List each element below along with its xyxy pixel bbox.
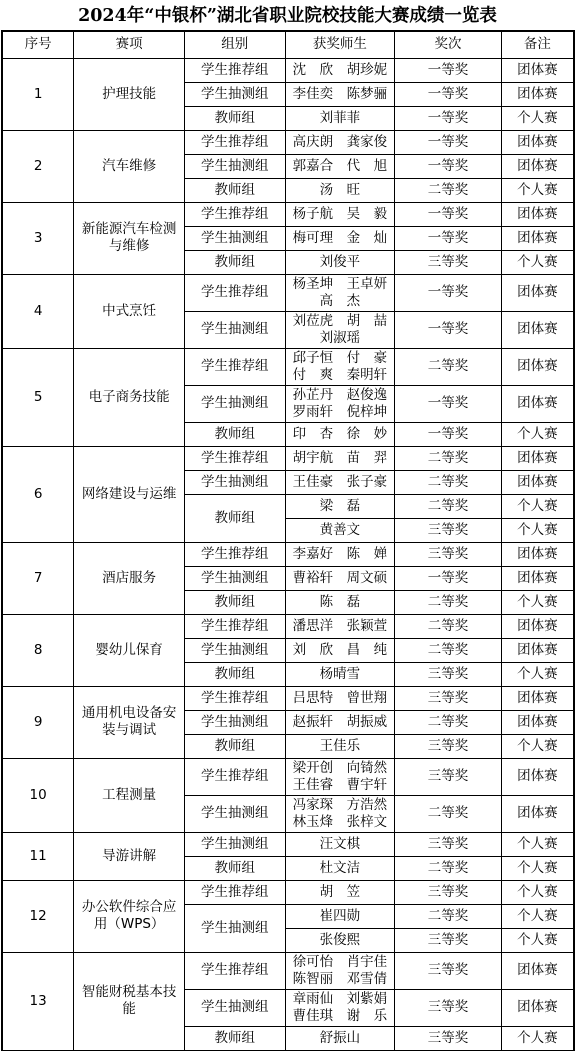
group-cell: 学生抽测组	[185, 638, 286, 662]
note-cell: 团体赛	[501, 638, 574, 662]
note-cell: 个人赛	[501, 106, 574, 130]
group-cell: 学生抽测组	[185, 82, 286, 106]
award-cell: 三等奖	[395, 518, 502, 542]
table-row	[2, 202, 574, 226]
note-cell: 个人赛	[501, 928, 574, 952]
winners-cell	[285, 274, 395, 311]
note-cell: 个人赛	[501, 832, 574, 856]
group-cell: 教师组	[185, 422, 286, 446]
note-cell: 个人赛	[501, 518, 574, 542]
winner-line: 赵振轩 胡振威	[292, 713, 388, 730]
award-cell: 三等奖	[395, 662, 502, 686]
winners-cell	[285, 348, 395, 385]
winner-line: 汪文棋	[319, 835, 361, 852]
winners-cell	[285, 734, 395, 758]
winner-line: 刘 欣 昌 纯	[292, 641, 388, 658]
table-row	[2, 614, 574, 638]
table-row	[2, 952, 574, 989]
award-cell: 二等奖	[395, 614, 502, 638]
group-cell: 学生抽测组	[185, 385, 286, 422]
winner-line: 胡 笠	[319, 883, 361, 900]
note-cell: 个人赛	[501, 734, 574, 758]
group-cell: 学生推荐组	[185, 58, 286, 82]
award-cell: 二等奖	[395, 904, 502, 928]
event-name: 办公软件综合应用（WPS）	[74, 880, 185, 952]
winners-cell	[285, 130, 395, 154]
table-row	[2, 880, 574, 904]
group-cell: 学生推荐组	[185, 202, 286, 226]
award-cell: 一等奖	[395, 82, 502, 106]
winners-cell	[285, 542, 395, 566]
award-cell: 三等奖	[395, 758, 502, 795]
group-cell: 教师组	[185, 734, 286, 758]
award-cell: 二等奖	[395, 446, 502, 470]
event-name: 酒店服务	[74, 542, 185, 614]
award-cell: 二等奖	[395, 590, 502, 614]
group-cell: 学生抽测组	[185, 226, 286, 250]
note-cell: 团体赛	[501, 795, 574, 832]
group-cell: 教师组	[185, 590, 286, 614]
note-cell: 团体赛	[501, 758, 574, 795]
event-number: 4	[2, 274, 74, 348]
award-cell: 二等奖	[395, 795, 502, 832]
award-cell: 三等奖	[395, 832, 502, 856]
event-number: 12	[2, 880, 74, 952]
event-name: 导游讲解	[74, 832, 185, 880]
group-cell: 教师组	[185, 856, 286, 880]
winners-cell	[285, 880, 395, 904]
note-cell: 个人赛	[501, 178, 574, 202]
winners-cell	[285, 250, 395, 274]
award-cell: 二等奖	[395, 638, 502, 662]
group-cell: 教师组	[185, 1026, 286, 1050]
award-cell: 一等奖	[395, 130, 502, 154]
group-cell: 学生推荐组	[185, 614, 286, 638]
winner-line: 陈智丽 邓雪倩	[292, 970, 388, 987]
header-row	[2, 31, 574, 58]
group-cell: 学生推荐组	[185, 686, 286, 710]
event-name: 中式烹饪	[74, 274, 185, 348]
group-cell: 教师组	[185, 106, 286, 130]
winner-line: 杨圣坤 王卓妍	[292, 275, 388, 292]
group-cell: 学生抽测组	[185, 154, 286, 178]
winner-line: 梁开创 向锜然	[292, 759, 388, 776]
winners-cell	[285, 928, 395, 952]
winner-line: 李嘉好 陈 婵	[292, 545, 388, 562]
note-cell: 团体赛	[501, 614, 574, 638]
note-cell: 团体赛	[501, 82, 574, 106]
winners-cell	[285, 686, 395, 710]
winner-line: 林玉烽 张梓文	[292, 813, 388, 830]
award-cell: 一等奖	[395, 154, 502, 178]
winner-line: 汤 旺	[319, 181, 361, 198]
event-number: 1	[2, 58, 74, 130]
header-award: 奖次	[395, 31, 502, 58]
winners-cell	[285, 638, 395, 662]
group-cell: 学生抽测组	[185, 311, 286, 348]
note-cell: 个人赛	[501, 880, 574, 904]
winner-line: 印 杏 徐 妙	[292, 425, 388, 442]
winners-cell	[285, 422, 395, 446]
award-cell: 二等奖	[395, 178, 502, 202]
winners-cell	[285, 106, 395, 130]
winner-line: 刘淑瑶	[319, 329, 361, 346]
note-cell: 个人赛	[501, 856, 574, 880]
winners-cell	[285, 832, 395, 856]
header-note: 备注	[501, 31, 574, 58]
group-cell: 学生推荐组	[185, 758, 286, 795]
note-cell: 团体赛	[501, 989, 574, 1026]
note-cell: 团体赛	[501, 952, 574, 989]
group-cell: 学生抽测组	[185, 566, 286, 590]
group-cell: 学生抽测组	[185, 904, 286, 952]
winner-line: 舒振山	[319, 1029, 361, 1046]
winner-line: 胡宇航 苗 羿	[292, 449, 388, 466]
winner-line: 章雨仙 刘紫娟	[292, 990, 388, 1007]
note-cell: 团体赛	[501, 566, 574, 590]
table-row	[2, 832, 574, 856]
event-number: 11	[2, 832, 74, 880]
header-winners: 获奖师生	[285, 31, 395, 58]
winner-line: 李佳奕 陈梦骊	[292, 85, 388, 102]
group-cell: 学生推荐组	[185, 880, 286, 904]
winner-line: 邱子恒 付 豪	[292, 349, 388, 366]
table-row	[2, 130, 574, 154]
note-cell: 个人赛	[501, 904, 574, 928]
note-cell: 团体赛	[501, 311, 574, 348]
award-cell: 三等奖	[395, 734, 502, 758]
table-row	[2, 542, 574, 566]
winners-cell	[285, 82, 395, 106]
note-cell: 团体赛	[501, 385, 574, 422]
group-cell: 学生推荐组	[185, 348, 286, 385]
group-cell: 学生抽测组	[185, 470, 286, 494]
event-name: 通用机电设备安装与调试	[74, 686, 185, 758]
group-cell: 学生推荐组	[185, 274, 286, 311]
table-row	[2, 758, 574, 795]
group-cell: 教师组	[185, 178, 286, 202]
winner-line: 杜文洁	[319, 859, 361, 876]
group-cell: 学生推荐组	[185, 130, 286, 154]
award-cell: 二等奖	[395, 348, 502, 385]
table-row	[2, 348, 574, 385]
winner-line: 吕思特 曾世翔	[292, 689, 388, 706]
winner-line: 高庆朗 龚家俊	[292, 133, 388, 150]
winner-line: 罗雨轩 倪梓坤	[292, 403, 388, 420]
award-cell: 一等奖	[395, 422, 502, 446]
table-row	[2, 446, 574, 470]
award-cell: 一等奖	[395, 274, 502, 311]
event-number: 7	[2, 542, 74, 614]
note-cell: 团体赛	[501, 710, 574, 734]
winner-line: 孙芷丹 赵俊逸	[292, 386, 388, 403]
event-name: 汽车维修	[74, 130, 185, 202]
winner-line: 曹裕轩 周文硕	[292, 569, 388, 586]
event-number: 2	[2, 130, 74, 202]
note-cell: 团体赛	[501, 58, 574, 82]
winners-cell	[285, 758, 395, 795]
award-cell: 一等奖	[395, 226, 502, 250]
winners-cell	[285, 952, 395, 989]
winners-cell	[285, 178, 395, 202]
winners-cell	[285, 470, 395, 494]
winners-cell	[285, 989, 395, 1026]
winner-line: 沈 欣 胡珍妮	[292, 61, 388, 78]
group-cell: 学生抽测组	[185, 989, 286, 1026]
winners-cell	[285, 614, 395, 638]
event-number: 9	[2, 686, 74, 758]
winner-line: 张俊熙	[319, 931, 361, 948]
winner-line: 崔四勋	[319, 907, 361, 924]
winner-line: 杨子航 吴 毅	[292, 205, 388, 222]
event-name: 新能源汽车检测与维修	[74, 202, 185, 274]
winner-line: 郭嘉合 代 旭	[292, 157, 388, 174]
group-cell: 学生推荐组	[185, 542, 286, 566]
note-cell: 团体赛	[501, 542, 574, 566]
group-cell: 学生抽测组	[185, 832, 286, 856]
winner-line: 高 杰	[319, 292, 361, 309]
group-cell: 学生推荐组	[185, 952, 286, 989]
award-cell: 一等奖	[395, 311, 502, 348]
award-cell: 三等奖	[395, 250, 502, 274]
event-number: 13	[2, 952, 74, 1050]
note-cell: 团体赛	[501, 686, 574, 710]
note-cell: 团体赛	[501, 154, 574, 178]
winner-line: 付 爽 秦明轩	[292, 366, 388, 383]
winner-line: 刘菲菲	[319, 109, 361, 126]
award-cell: 一等奖	[395, 202, 502, 226]
winners-cell	[285, 446, 395, 470]
winner-line: 徐可怡 肖宇佳	[292, 953, 388, 970]
note-cell: 团体赛	[501, 470, 574, 494]
winner-line: 梁 磊	[319, 497, 361, 514]
award-cell: 三等奖	[395, 989, 502, 1026]
event-name: 网络建设与运维	[74, 446, 185, 542]
note-cell: 个人赛	[501, 422, 574, 446]
winner-line: 王佳乐	[319, 737, 361, 754]
winners-cell	[285, 904, 395, 928]
note-cell: 个人赛	[501, 1026, 574, 1050]
winners-cell	[285, 154, 395, 178]
event-number: 8	[2, 614, 74, 686]
winner-line: 潘思洋 张颖萱	[292, 617, 388, 634]
header-group: 组别	[185, 31, 286, 58]
note-cell: 团体赛	[501, 202, 574, 226]
winner-line: 黄善文	[319, 521, 361, 538]
award-cell: 三等奖	[395, 952, 502, 989]
award-cell: 一等奖	[395, 106, 502, 130]
table-row	[2, 686, 574, 710]
award-cell: 三等奖	[395, 928, 502, 952]
winners-cell	[285, 385, 395, 422]
note-cell: 团体赛	[501, 348, 574, 385]
winners-cell	[285, 518, 395, 542]
table-row	[2, 274, 574, 311]
award-cell: 三等奖	[395, 542, 502, 566]
winner-line: 梅可理 金 灿	[292, 229, 388, 246]
winners-cell	[285, 58, 395, 82]
event-number: 10	[2, 758, 74, 832]
page-title: 2024年“中银杯”湖北省职业院校技能大赛成绩一览表	[78, 6, 497, 26]
award-cell: 一等奖	[395, 566, 502, 590]
group-cell: 学生抽测组	[185, 795, 286, 832]
winner-line: 曹佳琪 谢 乐	[292, 1007, 388, 1024]
award-cell: 三等奖	[395, 880, 502, 904]
winner-line: 冯家琛 方浩然	[292, 796, 388, 813]
event-name: 婴幼儿保育	[74, 614, 185, 686]
award-cell: 三等奖	[395, 686, 502, 710]
winners-cell	[285, 566, 395, 590]
winners-cell	[285, 710, 395, 734]
winners-cell	[285, 1026, 395, 1050]
table-body	[2, 58, 574, 1050]
award-cell: 二等奖	[395, 494, 502, 518]
group-cell: 教师组	[185, 250, 286, 274]
note-cell: 个人赛	[501, 590, 574, 614]
winner-line: 刘俊平	[319, 253, 361, 270]
note-cell: 团体赛	[501, 130, 574, 154]
note-cell: 个人赛	[501, 662, 574, 686]
award-cell: 三等奖	[395, 1026, 502, 1050]
group-cell: 学生推荐组	[185, 446, 286, 470]
winners-cell	[285, 311, 395, 348]
award-cell: 一等奖	[395, 385, 502, 422]
winners-cell	[285, 590, 395, 614]
note-cell: 个人赛	[501, 250, 574, 274]
table-row	[2, 58, 574, 82]
winner-line: 刘莅虎 胡 喆	[292, 312, 388, 329]
award-cell: 二等奖	[395, 856, 502, 880]
group-cell: 学生抽测组	[185, 710, 286, 734]
note-cell: 个人赛	[501, 494, 574, 518]
award-cell: 二等奖	[395, 710, 502, 734]
winners-cell	[285, 662, 395, 686]
event-number: 5	[2, 348, 74, 446]
group-cell: 教师组	[185, 662, 286, 686]
winner-line: 杨晴雪	[319, 665, 361, 682]
award-cell: 一等奖	[395, 58, 502, 82]
note-cell: 团体赛	[501, 446, 574, 470]
event-number: 3	[2, 202, 74, 274]
winners-cell	[285, 202, 395, 226]
award-cell: 二等奖	[395, 470, 502, 494]
winners-cell	[285, 795, 395, 832]
event-name: 护理技能	[74, 58, 185, 130]
winner-line: 王佳豪 张子豪	[292, 473, 388, 490]
winner-line: 王佳睿 曹宇轩	[292, 776, 388, 793]
winner-line: 陈 磊	[319, 593, 361, 610]
event-name: 工程测量	[74, 758, 185, 832]
winners-cell	[285, 226, 395, 250]
winners-cell	[285, 494, 395, 518]
results-table	[1, 30, 575, 1051]
note-cell: 团体赛	[501, 226, 574, 250]
event-number: 6	[2, 446, 74, 542]
group-cell: 教师组	[185, 494, 286, 542]
event-name: 电子商务技能	[74, 348, 185, 446]
header-seq: 序号	[2, 31, 74, 58]
winners-cell	[285, 856, 395, 880]
header-event: 赛项	[74, 31, 185, 58]
event-name: 智能财税基本技能	[74, 952, 185, 1050]
note-cell: 团体赛	[501, 274, 574, 311]
